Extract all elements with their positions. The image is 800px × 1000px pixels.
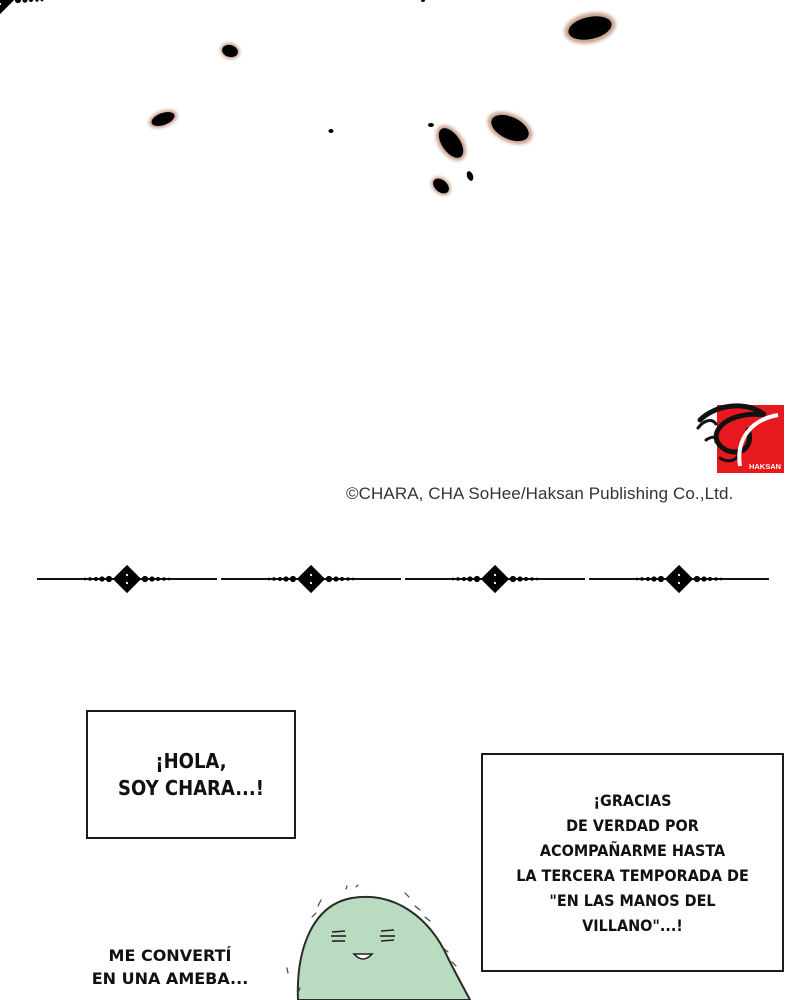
logo-text: HAKSAN (748, 462, 782, 471)
greeting-text: ¡HOLA, SOY CHARA...! (118, 748, 264, 800)
copyright-notice: ©CHARA, CHA SoHee/Haksan Publishing Co.,Ltd. (346, 484, 734, 503)
thanks-text: ¡GRACIAS DE VERDAD POR ACOMPAÑARME HASTA LA TERCERA TEMPORADA DE "EN LAS MANOS DEL VILLANO"...! (516, 790, 749, 935)
ameba-caption: ME CONVERTÍ EN UNA AMEBA... (91, 946, 249, 988)
